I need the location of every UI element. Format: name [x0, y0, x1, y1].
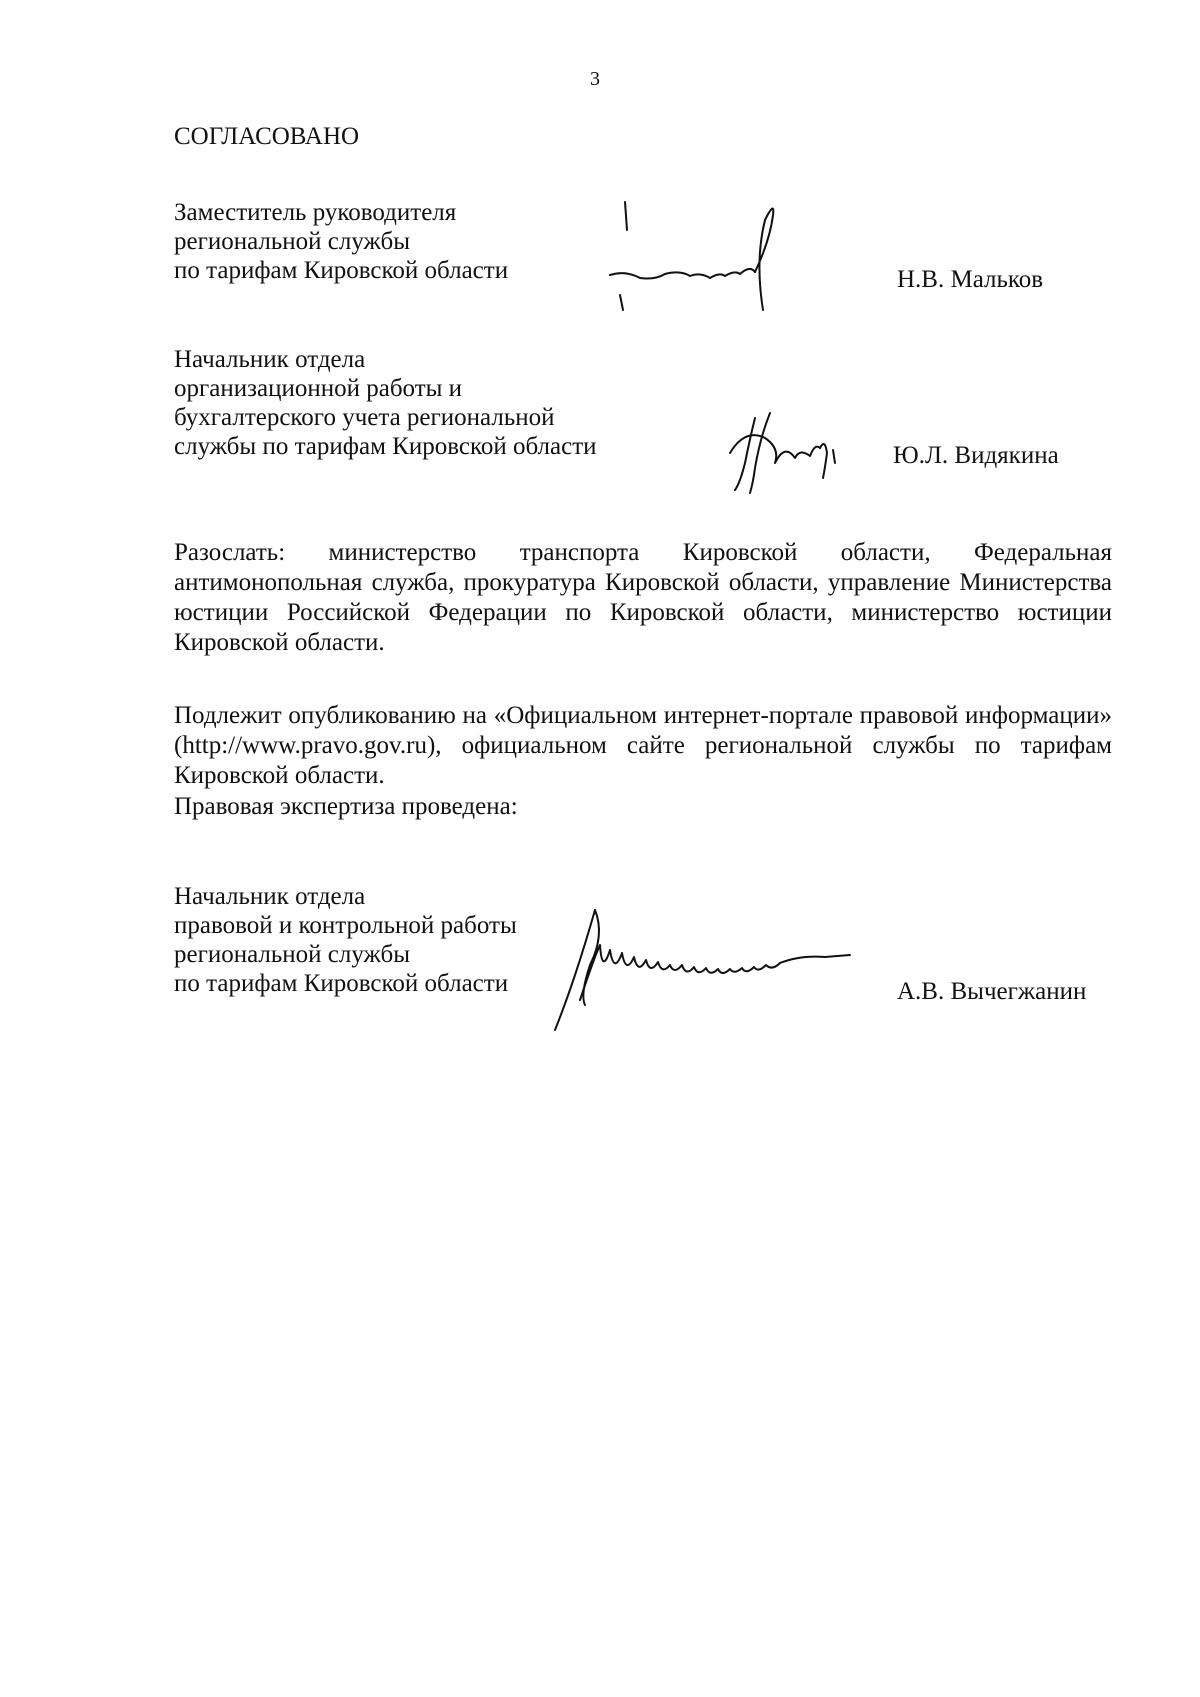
- position-line: Начальник отдела: [174, 883, 366, 910]
- distribution-list: Разослать: министерство транспорта Кировской области, Федеральная антимонопольная служба, прокуратура Кировской области, управление Министерства юстиции Российской Федерации по Кировской области, министерство юстиции Кировской области.: [174, 539, 1112, 656]
- position-line: по тарифам Кировской области: [174, 257, 509, 284]
- position-line: организационной работы и: [174, 375, 463, 402]
- approver-1-name: Н.В. Мальков: [897, 266, 1044, 293]
- position-line: Начальник отдела: [174, 346, 366, 373]
- approver-3-name: А.В. Вычегжанин: [897, 978, 1087, 1005]
- position-line: региональной службы: [174, 941, 411, 968]
- position-line: правовой и контрольной работы: [174, 912, 517, 939]
- page-number: 3: [590, 68, 600, 90]
- signature-3: [540, 905, 860, 1035]
- signature-1: [605, 200, 845, 320]
- position-line: по тарифам Кировской области: [174, 970, 509, 997]
- position-line: службы по тарифам Кировской области: [174, 433, 597, 460]
- approver-2-position: [174, 345, 597, 461]
- position-line: Заместитель руководителя: [174, 199, 457, 226]
- signature-2: [725, 408, 845, 498]
- publication-note: Подлежит опубликованию на «Официальном интернет-портале правовой информации» (http://www.pravo.gov.ru), официальном сайте региональной службы по тарифам Кировской области.: [174, 702, 1112, 789]
- position-line: бухгалтерского учета региональной: [174, 404, 555, 431]
- approver-3-position: [174, 882, 517, 998]
- approver-1-position: [174, 198, 508, 285]
- approver-2-name: Ю.Л. Видякина: [893, 442, 1059, 469]
- approval-heading: СОГЛАСОВАНО: [174, 123, 360, 150]
- position-line: региональной службы: [174, 228, 411, 255]
- legal-check-note: Правовая экспертиза проведена:: [174, 793, 518, 820]
